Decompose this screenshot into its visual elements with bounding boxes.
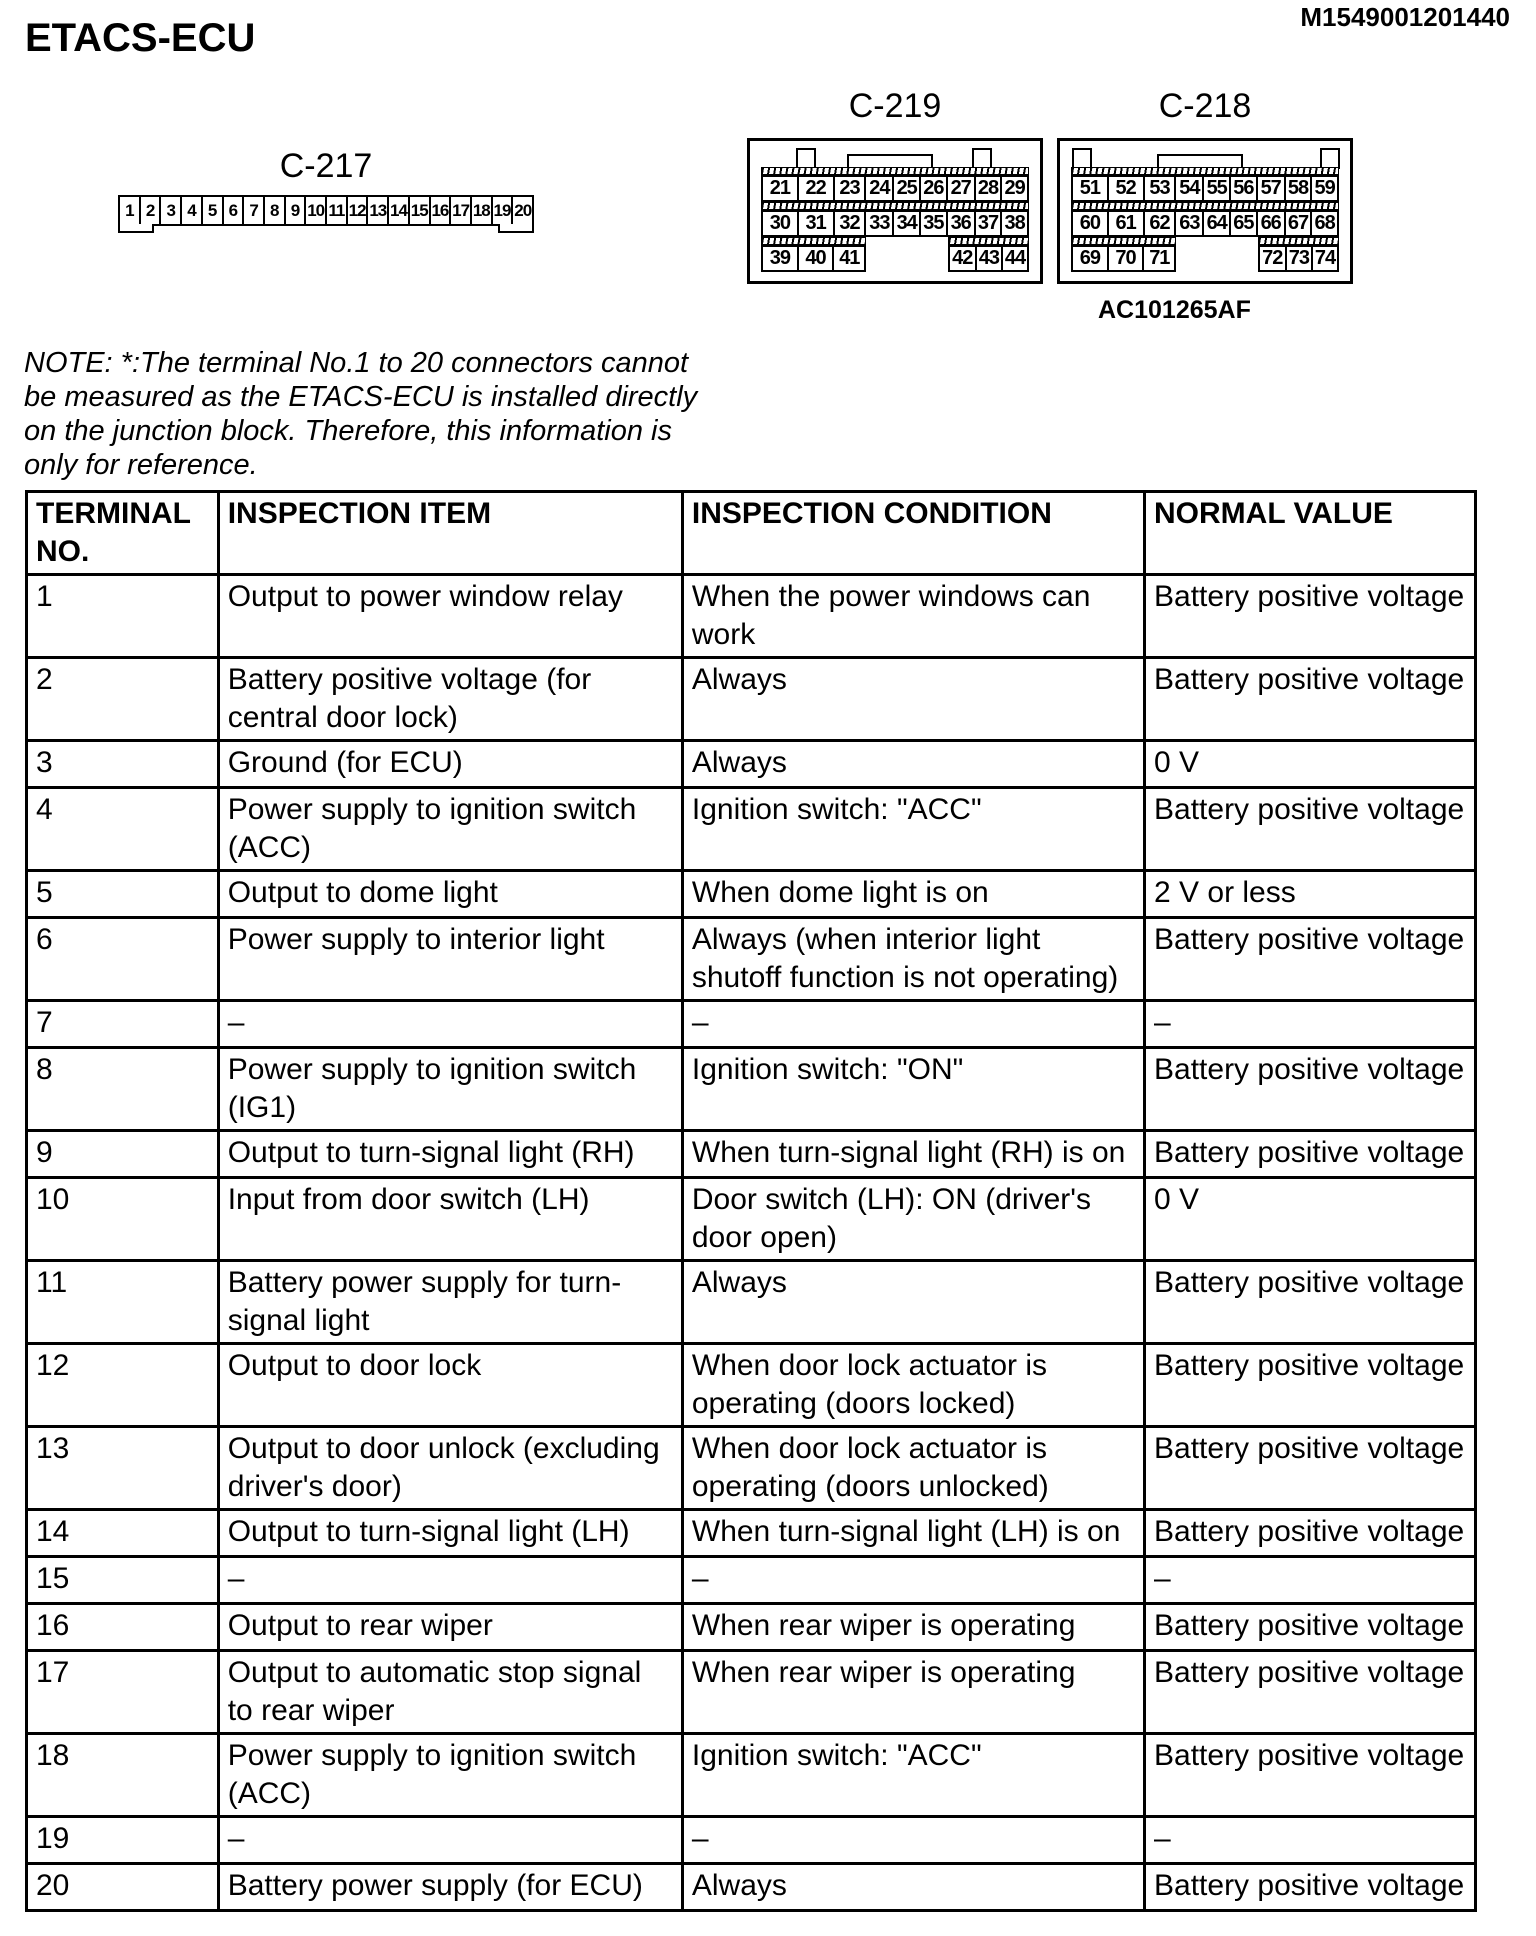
connector-tab <box>118 224 154 233</box>
connector-tab <box>1320 148 1340 169</box>
table-row <box>27 1604 1476 1651</box>
pin-cell: 20 <box>511 195 534 226</box>
pin-cell: 9 <box>284 195 307 226</box>
inspection-condition-cell: Always <box>682 658 1144 741</box>
pin-cell: 36 <box>946 210 976 237</box>
inspection-condition-cell: When dome light is on <box>682 871 1144 918</box>
pin-cell: 1 <box>118 195 141 226</box>
pin-cell: 12 <box>346 195 369 226</box>
normal-value-cell: Battery positive voltage <box>1145 918 1476 1001</box>
connector-label: C-218 <box>1158 87 1252 125</box>
pin-cell: 43 <box>975 245 1003 272</box>
normal-value-cell: Battery positive voltage <box>1145 1427 1476 1510</box>
note-line: be measured as the ETACS-ECU is installed directly <box>24 381 698 413</box>
pin-cell: 21 <box>761 175 799 202</box>
pin-cell: 56 <box>1229 175 1258 202</box>
terminal-no-header: TERMINAL NO. <box>27 492 219 575</box>
inspection-item-cell: – <box>218 1557 682 1604</box>
inspection-item-cell: Output to automatic stop signal to rear wiper <box>218 1651 682 1734</box>
pin-cell: 18 <box>470 195 493 226</box>
inspection-condition-cell: Ignition switch: "ACC" <box>682 788 1144 871</box>
inspection-item-cell: Output to door lock <box>218 1344 682 1427</box>
terminal-no-cell: 9 <box>27 1131 219 1178</box>
pin-grid <box>761 167 1029 272</box>
pin-cell: 2 <box>139 195 162 226</box>
terminal-no-cell: 2 <box>27 658 219 741</box>
normal-value-cell: Battery positive voltage <box>1145 658 1476 741</box>
inspection-item-cell: Power supply to ignition switch (ACC) <box>218 1734 682 1817</box>
pin-cell: 69 <box>1071 245 1109 272</box>
inspection-condition-cell: When turn-signal light (LH) is on <box>682 1510 1144 1557</box>
normal-value-cell: – <box>1145 1001 1476 1048</box>
terminal-no-cell: 6 <box>27 918 219 1001</box>
pin-cell: 34 <box>892 210 921 237</box>
pin-cell: 3 <box>159 195 182 226</box>
pin-row <box>1258 245 1339 272</box>
terminal-no-cell: 16 <box>27 1604 219 1651</box>
pin-cell: 13 <box>366 195 389 226</box>
inspection-condition-cell: When turn-signal light (RH) is on <box>682 1131 1144 1178</box>
terminal-no-cell: 13 <box>27 1427 219 1510</box>
table-row <box>27 1817 1476 1864</box>
terminal-no-cell: 7 <box>27 1001 219 1048</box>
pin-row <box>1071 175 1339 202</box>
normal-value-header: NORMAL VALUE <box>1145 492 1476 575</box>
hatch-band <box>948 237 1029 245</box>
pin-cell: 5 <box>201 195 224 226</box>
connector-tab <box>498 224 534 233</box>
table-row <box>27 1734 1476 1817</box>
pin-cell: 73 <box>1285 245 1313 272</box>
table-header-row <box>27 492 1476 575</box>
inspection-item-cell: Power supply to interior light <box>218 918 682 1001</box>
connector-label: C-217 <box>279 147 373 185</box>
connector-body <box>747 138 1043 284</box>
table-row <box>27 1427 1476 1510</box>
pin-cell: 19 <box>491 195 514 226</box>
pin-cell: 29 <box>1000 175 1029 202</box>
inspection-condition-cell: Always (when interior light shutoff function is not operating) <box>682 918 1144 1001</box>
normal-value-cell: Battery positive voltage <box>1145 1131 1476 1178</box>
pin-cell: 72 <box>1258 245 1287 272</box>
pin-cell: 67 <box>1284 210 1313 237</box>
pin-cell: 74 <box>1311 245 1339 272</box>
pin-cell: 60 <box>1071 210 1109 237</box>
normal-value-cell: 0 V <box>1145 741 1476 788</box>
hatch-band <box>1071 167 1339 175</box>
inspection-item-cell: Battery power supply for turn-signal light <box>218 1261 682 1344</box>
table-row <box>27 1001 1476 1048</box>
pin-cell: 23 <box>833 175 867 202</box>
inspection-condition-header: INSPECTION CONDITION <box>682 492 1144 575</box>
inspection-item-cell: – <box>218 1001 682 1048</box>
inspection-condition-cell: When the power windows can work <box>682 575 1144 658</box>
connector-tab <box>972 148 992 169</box>
pin-cell: 26 <box>919 175 948 202</box>
inspection-condition-cell: When rear wiper is operating <box>682 1604 1144 1651</box>
pin-cell: 22 <box>797 175 835 202</box>
pin-cell: 10 <box>304 195 327 226</box>
pin-cell: 25 <box>892 175 921 202</box>
inspection-item-cell: – <box>218 1817 682 1864</box>
table-row <box>27 1510 1476 1557</box>
pin-cell: 53 <box>1143 175 1177 202</box>
inspection-condition-cell: When rear wiper is operating <box>682 1651 1144 1734</box>
table-row <box>27 575 1476 658</box>
connector-c219 <box>747 88 1043 284</box>
pin-cell: 59 <box>1310 175 1339 202</box>
terminal-no-cell: 14 <box>27 1510 219 1557</box>
inspection-condition-cell: Door switch (LH): ON (driver's door open) <box>682 1178 1144 1261</box>
pin-row <box>761 210 1029 237</box>
figure-code: AC101265AF <box>1098 296 1251 324</box>
page-title: ETACS-ECU <box>25 16 256 60</box>
inspection-item-header: INSPECTION ITEM <box>218 492 682 575</box>
pin-cell: 62 <box>1143 210 1177 237</box>
pin-cell: 64 <box>1202 210 1231 237</box>
table-row <box>27 741 1476 788</box>
inspection-table-wrap <box>25 490 1477 1912</box>
pin-cell: 35 <box>919 210 948 237</box>
pin-strip <box>118 195 534 226</box>
pin-row <box>948 245 1029 272</box>
pin-cell: 54 <box>1174 175 1204 202</box>
pin-row <box>761 175 1029 202</box>
table-row <box>27 1557 1476 1604</box>
inspection-item-cell: Battery positive voltage (for central door lock) <box>218 658 682 741</box>
pin-cell: 40 <box>797 245 835 272</box>
connector-c218 <box>1057 88 1353 284</box>
pin-cell: 7 <box>242 195 265 226</box>
inspection-condition-cell: When door lock actuator is operating (doors locked) <box>682 1344 1144 1427</box>
table-row <box>27 1261 1476 1344</box>
pin-cell: 27 <box>946 175 976 202</box>
terminal-no-cell: 18 <box>27 1734 219 1817</box>
pin-cell: 38 <box>1000 210 1029 237</box>
normal-value-cell: Battery positive voltage <box>1145 1344 1476 1427</box>
note-line: on the junction block. Therefore, this information is <box>24 415 672 447</box>
pin-cell: 66 <box>1256 210 1286 237</box>
normal-value-cell: Battery positive voltage <box>1145 788 1476 871</box>
pin-cell: 30 <box>761 210 799 237</box>
pin-cell: 4 <box>180 195 203 226</box>
pin-cell: 15 <box>408 195 431 226</box>
table-row <box>27 1131 1476 1178</box>
pin-cell: 57 <box>1256 175 1286 202</box>
pin-cell: 11 <box>325 195 348 226</box>
pin-cell: 70 <box>1107 245 1145 272</box>
note-line: NOTE: *:The terminal No.1 to 20 connectors cannot <box>24 347 689 379</box>
normal-value-cell: – <box>1145 1817 1476 1864</box>
doc-number: M1549001201440 <box>1300 2 1510 32</box>
normal-value-cell: 0 V <box>1145 1178 1476 1261</box>
pin-row <box>761 245 866 272</box>
pin-cell: 16 <box>429 195 452 226</box>
table-row <box>27 788 1476 871</box>
normal-value-cell: Battery positive voltage <box>1145 1604 1476 1651</box>
inspection-condition-cell: – <box>682 1001 1144 1048</box>
pin-cell: 58 <box>1284 175 1313 202</box>
terminal-no-cell: 12 <box>27 1344 219 1427</box>
inspection-item-cell: Input from door switch (LH) <box>218 1178 682 1261</box>
hatch-band <box>761 237 866 245</box>
inspection-table <box>25 490 1477 1912</box>
table-row <box>27 1048 1476 1131</box>
inspection-item-cell: Ground (for ECU) <box>218 741 682 788</box>
connector-label: C-219 <box>848 87 942 125</box>
pin-cell: 28 <box>974 175 1003 202</box>
note-line: only for reference. <box>24 449 258 481</box>
table-row <box>27 871 1476 918</box>
inspection-item-cell: Power supply to ignition switch (ACC) <box>218 788 682 871</box>
pin-cell: 41 <box>832 245 866 272</box>
table-row <box>27 918 1476 1001</box>
terminal-no-cell: 15 <box>27 1557 219 1604</box>
connector-body <box>1057 138 1353 284</box>
terminal-no-cell: 5 <box>27 871 219 918</box>
pin-cell: 51 <box>1071 175 1109 202</box>
normal-value-cell: Battery positive voltage <box>1145 1510 1476 1557</box>
pin-cell: 65 <box>1229 210 1258 237</box>
terminal-no-cell: 20 <box>27 1864 219 1911</box>
inspection-condition-cell: – <box>682 1557 1144 1604</box>
inspection-item-cell: Output to power window relay <box>218 575 682 658</box>
pin-cell: 63 <box>1174 210 1204 237</box>
inspection-condition-cell: Always <box>682 1864 1144 1911</box>
pin-cell: 31 <box>797 210 835 237</box>
terminal-no-cell: 1 <box>27 575 219 658</box>
inspection-condition-cell: Ignition switch: "ACC" <box>682 1734 1144 1817</box>
terminal-no-cell: 4 <box>27 788 219 871</box>
normal-value-cell: Battery positive voltage <box>1145 1864 1476 1911</box>
hatch-band <box>761 202 1029 210</box>
table-row <box>27 1651 1476 1734</box>
pin-cell: 71 <box>1142 245 1176 272</box>
pin-cell: 37 <box>974 210 1003 237</box>
hatch-band <box>1071 202 1339 210</box>
pin-cell: 33 <box>864 210 894 237</box>
normal-value-cell: – <box>1145 1557 1476 1604</box>
inspection-condition-cell: When door lock actuator is operating (doors unlocked) <box>682 1427 1144 1510</box>
inspection-item-cell: Power supply to ignition switch (IG1) <box>218 1048 682 1131</box>
normal-value-cell: 2 V or less <box>1145 871 1476 918</box>
connector-c217 <box>118 148 534 226</box>
pin-grid <box>1071 167 1339 272</box>
inspection-condition-cell: Always <box>682 741 1144 788</box>
inspection-item-cell: Output to turn-signal light (LH) <box>218 1510 682 1557</box>
connector-tab <box>1072 148 1092 169</box>
hatch-band <box>1258 237 1339 245</box>
pin-cell: 14 <box>387 195 410 226</box>
pin-cell: 52 <box>1107 175 1145 202</box>
pin-cell: 68 <box>1310 210 1339 237</box>
table-row <box>27 1344 1476 1427</box>
normal-value-cell: Battery positive voltage <box>1145 1734 1476 1817</box>
connector-tab <box>796 148 816 169</box>
pin-row <box>1071 210 1339 237</box>
terminal-no-cell: 10 <box>27 1178 219 1261</box>
normal-value-cell: Battery positive voltage <box>1145 575 1476 658</box>
normal-value-cell: Battery positive voltage <box>1145 1651 1476 1734</box>
normal-value-cell: Battery positive voltage <box>1145 1048 1476 1131</box>
pin-cell: 17 <box>449 195 472 226</box>
pin-cell: 61 <box>1107 210 1145 237</box>
terminal-no-cell: 11 <box>27 1261 219 1344</box>
terminal-no-cell: 3 <box>27 741 219 788</box>
terminal-no-cell: 17 <box>27 1651 219 1734</box>
inspection-item-cell: Output to door unlock (excluding driver's door) <box>218 1427 682 1510</box>
pin-cell: 44 <box>1001 245 1029 272</box>
inspection-item-cell: Output to dome light <box>218 871 682 918</box>
table-row <box>27 1178 1476 1261</box>
inspection-item-cell: Battery power supply (for ECU) <box>218 1864 682 1911</box>
inspection-condition-cell: – <box>682 1817 1144 1864</box>
normal-value-cell: Battery positive voltage <box>1145 1261 1476 1344</box>
terminal-no-cell: 8 <box>27 1048 219 1131</box>
pin-cell: 32 <box>833 210 867 237</box>
inspection-item-cell: Output to turn-signal light (RH) <box>218 1131 682 1178</box>
inspection-condition-cell: Always <box>682 1261 1144 1344</box>
terminal-no-cell: 19 <box>27 1817 219 1864</box>
pin-cell: 24 <box>864 175 894 202</box>
pin-cell: 39 <box>761 245 799 272</box>
note <box>24 346 697 482</box>
pin-cell: 6 <box>222 195 245 226</box>
hatch-band <box>1071 237 1176 245</box>
hatch-band <box>761 167 1029 175</box>
pin-cell: 42 <box>948 245 977 272</box>
pin-row <box>1071 245 1176 272</box>
table-row <box>27 658 1476 741</box>
pin-cell: 8 <box>263 195 286 226</box>
inspection-item-cell: Output to rear wiper <box>218 1604 682 1651</box>
inspection-condition-cell: Ignition switch: "ON" <box>682 1048 1144 1131</box>
table-row <box>27 1864 1476 1911</box>
pin-cell: 55 <box>1202 175 1231 202</box>
